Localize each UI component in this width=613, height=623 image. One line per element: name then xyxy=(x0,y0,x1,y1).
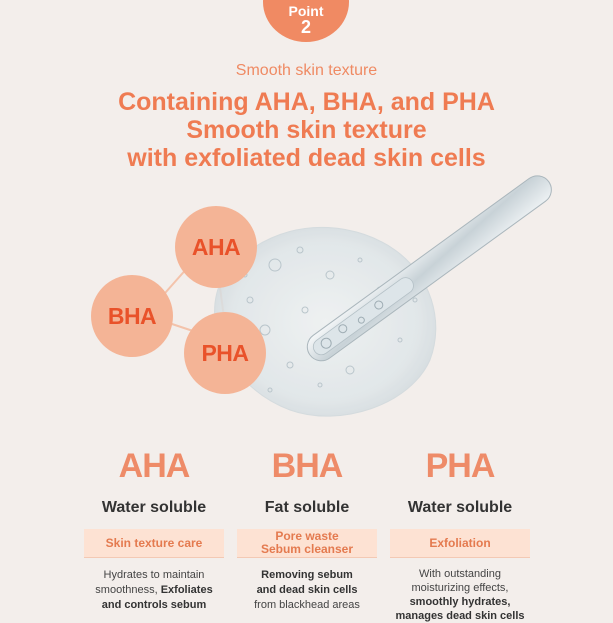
description: Removing sebum and dead skin cells from blackhead areas xyxy=(254,569,360,611)
bha-column xyxy=(232,446,382,613)
point-badge-number: 2 xyxy=(300,17,311,37)
description: Hydrates to maintain smoothness, Exfoliates and controls sebum xyxy=(95,569,213,611)
column-title: AHA xyxy=(118,447,190,485)
column-title: PHA xyxy=(425,447,495,485)
bha-circle: BHA xyxy=(91,275,173,357)
column-title: BHA xyxy=(271,447,343,485)
aha-circle: AHA xyxy=(175,206,257,288)
solubility-text: Water soluble xyxy=(101,499,207,516)
headline-line-2: Smooth skin texture xyxy=(186,116,427,144)
description: With outstanding moisturizing effects, smoothly hydrates, manages dead skin cells xyxy=(395,568,525,622)
point-badge xyxy=(263,0,349,42)
pha-circle: PHA xyxy=(184,312,266,394)
headline-line-1: Containing AHA, BHA, and PHA xyxy=(118,88,495,116)
headline xyxy=(0,88,613,172)
solubility-text: Water soluble xyxy=(407,499,513,516)
section-subtitle: Smooth skin texture xyxy=(235,62,378,79)
pha-column xyxy=(385,446,535,623)
headline-line-3: with exfoliated dead skin cells xyxy=(127,144,486,172)
point-badge-label: Point xyxy=(288,3,324,19)
benefit-label: Pore waste Sebum cleanser xyxy=(237,529,377,558)
solubility-text: Fat soluble xyxy=(264,499,350,516)
benefit-label: Skin texture care xyxy=(84,529,224,558)
serum-visual xyxy=(0,180,613,430)
benefit-label: Exfoliation xyxy=(390,529,530,558)
aha-column xyxy=(79,446,229,613)
